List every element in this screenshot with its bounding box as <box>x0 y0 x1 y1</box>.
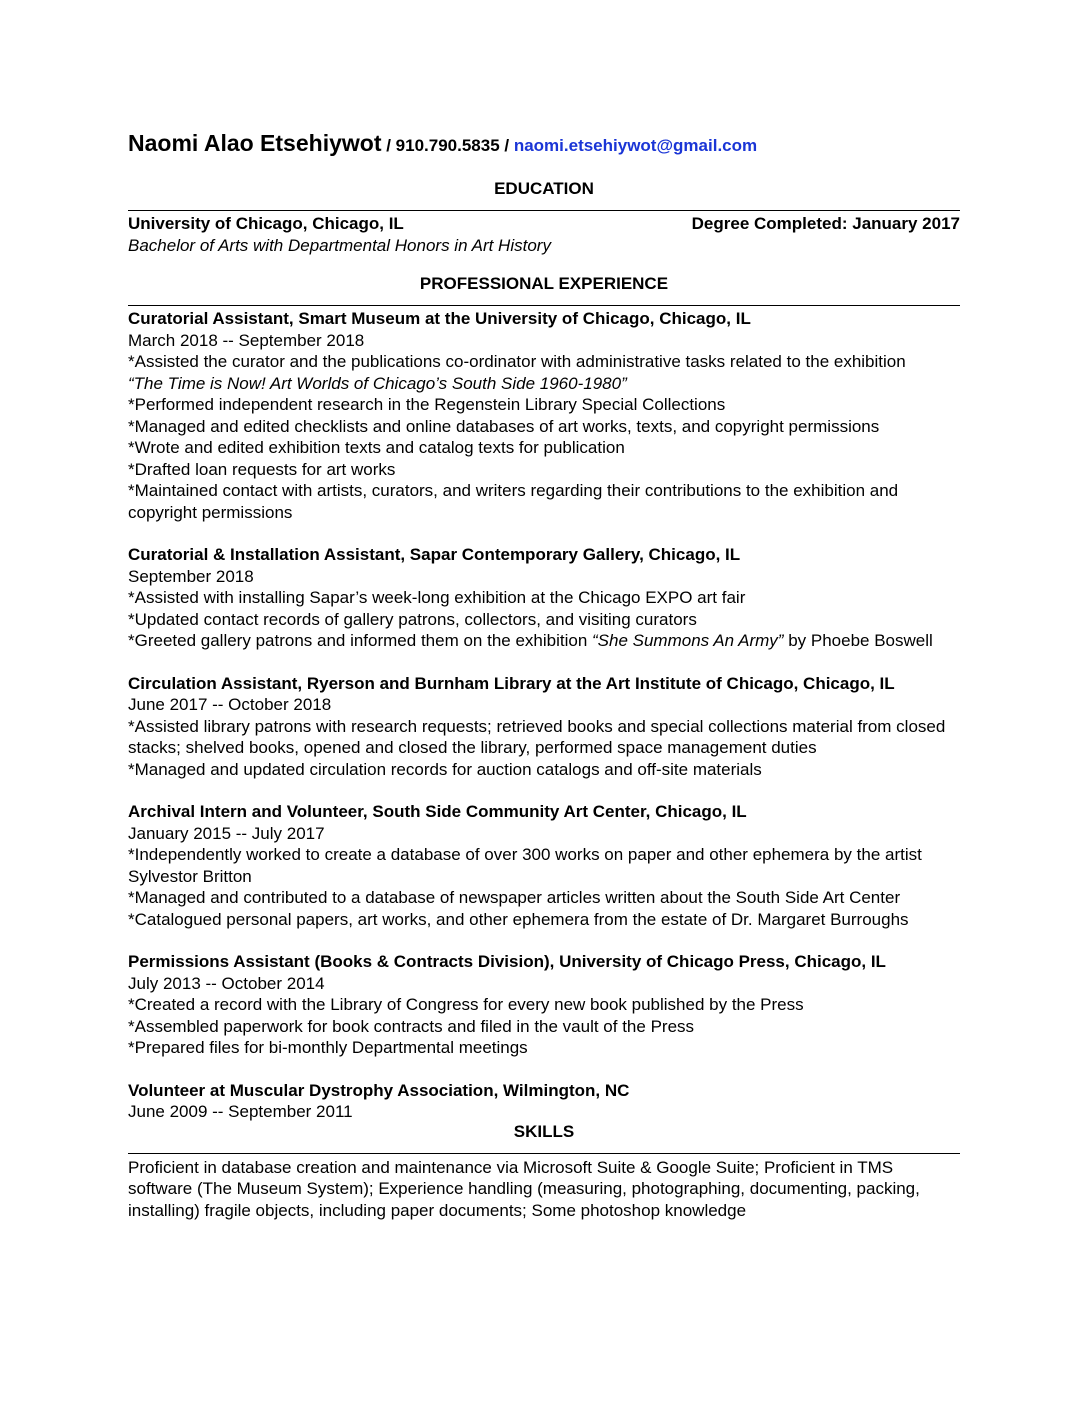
skills-heading: SKILLS <box>513 1121 575 1141</box>
job-dates: March 2018 -- September 2018 <box>128 330 365 350</box>
job-list <box>128 308 960 1123</box>
job-bullet: *Assembled paperwork for book contracts and filed in the vault of the Press <box>128 1016 695 1036</box>
section-divider <box>128 210 960 211</box>
exhibition-title: “She Summons An Army” <box>592 631 784 650</box>
job-entry <box>128 801 960 930</box>
job-bullet: *Managed and contributed to a database of newspaper articles written about the South Side Art Center <box>128 888 901 907</box>
resume-page <box>128 128 960 1221</box>
section-divider <box>128 305 960 306</box>
applicant-name: Naomi Alao Etsehiywot <box>128 130 382 156</box>
job-title: Archival Intern and Volunteer, South Side Community Art Center, Chicago, IL <box>128 802 747 821</box>
job-bullet: *Catalogued personal papers, art works, and other ephemera from the estate of Dr. Margaret Burroughs <box>128 909 909 929</box>
job-dates: June 2017 -- October 2018 <box>128 695 332 714</box>
job-dates: September 2018 <box>128 566 254 586</box>
job-bullet: *Independently worked to create a database of over 300 works on paper and other ephemera by the artist Sylvestor Britton <box>128 845 922 886</box>
email-link[interactable]: naomi.etsehiywot@gmail.com <box>513 136 758 155</box>
job-bullet: *Updated contact records of gallery patrons, collectors, and visiting curators <box>128 609 697 629</box>
header-separator: / <box>381 136 396 155</box>
job-bullet: *Wrote and edited exhibition texts and catalog texts for publication <box>128 438 625 457</box>
job-title: Volunteer at Muscular Dystrophy Association, Wilmington, NC <box>128 1080 630 1100</box>
job-bullet-text: *Greeted gallery patrons and informed them on the exhibition <box>128 631 592 650</box>
experience-heading: PROFESSIONAL EXPERIENCE <box>419 274 669 293</box>
job-entry <box>128 308 960 523</box>
job-dates: June 2009 -- September 2011 <box>128 1102 353 1121</box>
job-title: Permissions Assistant (Books & Contracts Division), University of Chicago Press, Chicago, IL <box>128 952 886 971</box>
section-divider <box>128 1153 960 1154</box>
skills-text: Proficient in database creation and maintenance via Microsoft Suite & Google Suite; Proficient in TMS software (The Museum System); Experience handling (measuring, photographing, documenting, packing, installing) fragile objects, including paper documents; Some photoshop knowledge <box>128 1157 920 1220</box>
job-bullet: *Managed and edited checklists and online databases of art works, texts, and copyright permissions <box>128 416 880 436</box>
resume-header <box>128 128 960 161</box>
header-separator: / <box>499 136 514 155</box>
job-bullet: *Prepared files for bi-monthly Departmental meetings <box>128 1038 528 1057</box>
job-bullet: *Drafted loan requests for art works <box>128 459 396 479</box>
job-dates: January 2015 -- July 2017 <box>128 823 325 843</box>
job-bullet: *Maintained contact with artists, curators, and writers regarding their contributions to the exhibition and copyright permissions <box>128 481 899 522</box>
job-bullet: *Managed and updated circulation records for auction catalogs and off-site materials <box>128 759 762 779</box>
job-entry <box>128 544 960 652</box>
job-entry <box>128 673 960 781</box>
degree-title: Bachelor of Arts with Departmental Honors in Art History <box>128 235 551 255</box>
exhibition-title: “The Time is Now! Art Worlds of Chicago’s South Side 1960-1980” <box>128 373 627 393</box>
job-bullet: *Performed independent research in the Regenstein Library Special Collections <box>128 395 726 414</box>
job-bullet: *Assisted library patrons with research requests; retrieved books and special collections material from closed stacks; shelved books, opened and closed the library, performed space management duties <box>128 716 946 757</box>
job-entry <box>128 951 960 1059</box>
school-name: University of Chicago, Chicago, IL <box>128 214 404 233</box>
job-entry <box>128 1080 960 1123</box>
job-dates: July 2013 -- October 2014 <box>128 973 325 993</box>
education-row <box>128 213 960 235</box>
job-bullet-text: by Phoebe Boswell <box>783 631 933 650</box>
job-bullet <box>128 630 960 652</box>
job-bullet: *Assisted the curator and the publications co-ordinator with administrative tasks related to the exhibition <box>128 352 906 371</box>
job-bullet: *Assisted with installing Sapar’s week-long exhibition at the Chicago EXPO art fair <box>128 588 746 607</box>
education-heading: EDUCATION <box>494 179 594 198</box>
job-title: Curatorial & Installation Assistant, Sapar Contemporary Gallery, Chicago, IL <box>128 545 741 564</box>
job-title: Circulation Assistant, Ryerson and Burnham Library at the Art Institute of Chicago, Chicago, IL <box>128 673 895 693</box>
degree-completed: Degree Completed: January 2017 <box>691 214 960 233</box>
job-title: Curatorial Assistant, Smart Museum at the University of Chicago, Chicago, IL <box>128 309 751 328</box>
job-bullet: *Created a record with the Library of Congress for every new book published by the Press <box>128 995 804 1014</box>
phone-number: 910.790.5835 <box>395 136 500 155</box>
